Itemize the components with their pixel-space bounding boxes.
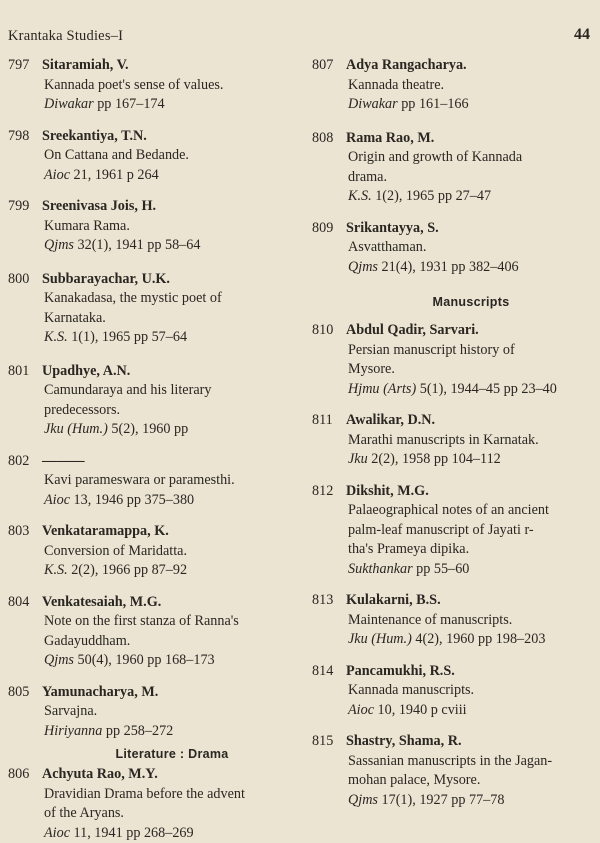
spacer (8, 185, 300, 197)
spacer (312, 207, 594, 219)
entry-author: Shastry, Shama, R. (346, 733, 462, 749)
entry-title-line: of the Aryans. (8, 804, 300, 824)
section-heading: Manuscripts (312, 295, 594, 309)
entry-source (8, 651, 300, 671)
entry-source (312, 791, 594, 811)
entry-source (8, 328, 300, 348)
bibliography-entry (312, 219, 594, 278)
entry-title-line: Kumara Rama. (8, 217, 300, 237)
entry-author: Rama Rao, M. (346, 130, 434, 146)
entry-source (8, 420, 300, 440)
entry-source (8, 236, 300, 256)
entry-head (8, 683, 300, 703)
source-journal: Jku (Hum.) (348, 631, 412, 647)
page-header (8, 28, 590, 50)
entry-author: Abdul Qadir, Sarvari. (346, 322, 479, 338)
entry-title-line: Kavi parameswara or paramesthi. (8, 471, 300, 491)
entry-source (312, 560, 594, 580)
source-details: pp 161–166 (398, 96, 469, 112)
source-details: 5(1), 1944–45 pp 23–40 (416, 381, 557, 397)
spacer (8, 115, 300, 127)
entry-head (8, 56, 300, 76)
entry-source (8, 166, 300, 186)
entry-title-line: Gadayuddham. (8, 632, 300, 652)
entry-number: 802 (8, 452, 42, 472)
entry-number: 800 (8, 270, 42, 290)
spacer (312, 720, 594, 732)
entry-author: Upadhye, A.N. (42, 363, 130, 379)
entry-source (8, 824, 300, 843)
entry-author: Sreekantiya, T.N. (42, 128, 147, 144)
entry-head (312, 321, 594, 341)
entry-number: 805 (8, 683, 42, 703)
source-details: 4(2), 1960 pp 198–203 (412, 631, 546, 647)
entry-title-line: mohan palace, Mysore. (312, 771, 594, 791)
entry-head (312, 56, 594, 76)
spacer (8, 256, 300, 270)
entry-title-line: Maintenance of manuscripts. (312, 611, 594, 631)
source-details: pp 258–272 (102, 723, 173, 739)
entry-title-line: Mysore. (312, 360, 594, 380)
entry-source (8, 561, 300, 581)
entry-author: Sitaramiah, V. (42, 57, 129, 73)
entry-number: 806 (8, 765, 42, 785)
entry-number: 798 (8, 127, 42, 147)
source-details: 50(4), 1960 pp 168–173 (74, 652, 215, 668)
entry-author: Venkataramappa, K. (42, 523, 169, 539)
source-details: 2(2), 1958 pp 104–112 (368, 451, 501, 467)
entry-title-line: Kannada theatre. (312, 76, 594, 96)
bibliography-entry (8, 765, 300, 843)
page-number: 44 (574, 26, 590, 44)
entry-head (312, 591, 594, 611)
source-journal: Aioc (44, 825, 70, 841)
entry-title-line: palm-leaf manuscript of Jayati r- (312, 521, 594, 541)
source-details: 32(1), 1941 pp 58–64 (74, 237, 201, 253)
source-details: 11, 1941 pp 268–269 (70, 825, 194, 841)
entry-source (312, 187, 594, 207)
entry-head (8, 362, 300, 382)
spacer (312, 399, 594, 411)
entry-author: Srikantayya, S. (346, 220, 439, 236)
entry-title-line: drama. (312, 168, 594, 188)
spacer (8, 671, 300, 683)
entry-title-line: Camundaraya and his literary (8, 381, 300, 401)
entry-title-line: Origin and growth of Kannada (312, 148, 594, 168)
bibliography-entry (8, 593, 300, 671)
entry-title-line: Marathi manuscripts in Karnatak. (312, 431, 594, 451)
entry-title-line: On Cattana and Bedande. (8, 146, 300, 166)
section-heading: Literature : Drama (8, 747, 300, 761)
source-journal: Aioc (44, 167, 70, 183)
entry-head (312, 482, 594, 502)
bibliography-entry (8, 362, 300, 440)
source-details: 10, 1940 p cviii (374, 702, 467, 718)
source-details: 1(1), 1965 pp 57–64 (68, 329, 187, 345)
source-details: pp 55–60 (413, 561, 470, 577)
entry-head (8, 270, 300, 290)
entry-title-line: tha's Prameya dipika. (312, 540, 594, 560)
entry-title-line: Asvatthaman. (312, 238, 594, 258)
entry-author: Dikshit, M.G. (346, 483, 429, 499)
running-title: Krantaka Studies–I (8, 28, 123, 45)
entry-number: 807 (312, 56, 346, 76)
entry-title-line: Sassanian manuscripts in the Jagan- (312, 752, 594, 772)
source-journal: Qjms (348, 259, 378, 275)
bibliography-entry (8, 127, 300, 186)
source-details: pp 167–174 (94, 96, 165, 112)
entry-author: Awalikar, D.N. (346, 412, 435, 428)
entry-source (312, 95, 594, 115)
source-journal: K.S. (44, 329, 68, 345)
entry-title-line: Palaeographical notes of an ancient (312, 501, 594, 521)
spacer (312, 470, 594, 482)
entry-number: 804 (8, 593, 42, 613)
bibliography-entry (312, 482, 594, 580)
source-details: 1(2), 1965 pp 27–47 (372, 188, 491, 204)
entry-head (8, 197, 300, 217)
entry-title-line: Karnataka. (8, 309, 300, 329)
bibliography-entry (312, 591, 594, 650)
entry-source (8, 95, 300, 115)
source-journal: Hjmu (Arts) (348, 381, 416, 397)
source-details: 2(2), 1966 pp 87–92 (68, 562, 187, 578)
spacer (8, 510, 300, 522)
bibliography-entry (8, 270, 300, 348)
bibliography-entry (312, 662, 594, 721)
entry-author: Sreenivasa Jois, H. (42, 198, 156, 214)
spacer (312, 579, 594, 591)
spacer (312, 277, 594, 295)
entry-number: 811 (312, 411, 346, 431)
entry-source (8, 722, 300, 742)
entry-number: 814 (312, 662, 346, 682)
bibliography-entry (312, 56, 594, 115)
entry-source (312, 380, 594, 400)
source-journal: Sukthankar (348, 561, 413, 577)
source-journal: K.S. (44, 562, 68, 578)
entry-author: Yamunacharya, M. (42, 684, 158, 700)
spacer (312, 309, 594, 321)
spacer (8, 581, 300, 593)
entry-title-line: Note on the first stanza of Ranna's (8, 612, 300, 632)
entry-author: Adya Rangacharya. (346, 57, 467, 73)
entry-number: 803 (8, 522, 42, 542)
source-details: 21, 1961 p 264 (70, 167, 159, 183)
entry-author: Venkatesaiah, M.G. (42, 594, 161, 610)
entry-source (312, 701, 594, 721)
left-column (8, 56, 300, 843)
bibliography-entry (8, 56, 300, 115)
entry-title-line: Kannada manuscripts. (312, 681, 594, 701)
entry-title-line: Kannada poet's sense of values. (8, 76, 300, 96)
source-journal: Qjms (44, 237, 74, 253)
entry-number: 815 (312, 732, 346, 752)
source-journal: Jku (348, 451, 368, 467)
source-journal: Aioc (348, 702, 374, 718)
bibliography-entry (312, 732, 594, 810)
entry-head (8, 127, 300, 147)
entry-source (312, 450, 594, 470)
entry-source (8, 491, 300, 511)
entry-author: Achyuta Rao, M.Y. (42, 766, 158, 782)
entry-number: 813 (312, 591, 346, 611)
bibliography-entry (312, 129, 594, 207)
source-journal: Qjms (44, 652, 74, 668)
entry-author: Pancamukhi, R.S. (346, 663, 455, 679)
entry-head (8, 593, 300, 613)
source-details: 17(1), 1927 pp 77–78 (378, 792, 505, 808)
source-details: 5(2), 1960 pp (108, 421, 188, 437)
source-details: 13, 1946 pp 375–380 (70, 492, 194, 508)
entry-title-line: Sarvajna. (8, 702, 300, 722)
entry-number: 797 (8, 56, 42, 76)
bibliography-entry (8, 197, 300, 256)
entry-head (8, 452, 300, 472)
right-column (312, 56, 594, 810)
source-journal: Jku (Hum.) (44, 421, 108, 437)
bibliography-entry (8, 522, 300, 581)
spacer (8, 348, 300, 362)
entry-head (312, 219, 594, 239)
bibliography-entry (8, 683, 300, 742)
source-journal: Hiriyanna (44, 723, 102, 739)
entry-author: Kulakarni, B.S. (346, 592, 441, 608)
spacer (312, 650, 594, 662)
entry-title-line: Kanakadasa, the mystic poet of (8, 289, 300, 309)
entry-number: 812 (312, 482, 346, 502)
entry-number: 809 (312, 219, 346, 239)
entry-number: 799 (8, 197, 42, 217)
entry-head (8, 522, 300, 542)
source-journal: Diwakar (348, 96, 398, 112)
entry-head (8, 765, 300, 785)
entry-author: Subbarayachar, U.K. (42, 271, 170, 287)
entry-head (312, 129, 594, 149)
entry-head (312, 411, 594, 431)
entry-source (312, 630, 594, 650)
entry-number: 810 (312, 321, 346, 341)
entry-number: 808 (312, 129, 346, 149)
spacer (8, 440, 300, 452)
entry-head (312, 662, 594, 682)
entry-title-line: Persian manuscript history of (312, 341, 594, 361)
entry-number: 801 (8, 362, 42, 382)
entry-head (312, 732, 594, 752)
source-details: 21(4), 1931 pp 382–406 (378, 259, 519, 275)
entry-author: ——— (42, 453, 85, 469)
source-journal: Diwakar (44, 96, 94, 112)
entry-title-line: Conversion of Maridatta. (8, 542, 300, 562)
bibliography-entry (312, 411, 594, 470)
source-journal: K.S. (348, 188, 372, 204)
spacer (312, 115, 594, 129)
bibliography-entry (8, 452, 300, 511)
entry-source (312, 258, 594, 278)
bibliography-entry (312, 321, 594, 399)
entry-title-line: Dravidian Drama before the advent (8, 785, 300, 805)
source-journal: Qjms (348, 792, 378, 808)
source-journal: Aioc (44, 492, 70, 508)
entry-title-line: predecessors. (8, 401, 300, 421)
